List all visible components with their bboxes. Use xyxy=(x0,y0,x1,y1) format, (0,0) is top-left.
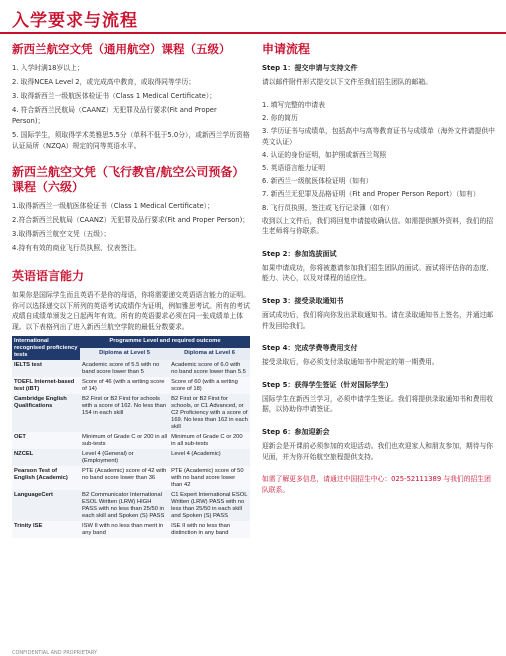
step1-item: 3. 学历证书与成绩单，包括高中与高等教育证书与成绩单（海外文件请提供中英文认证） xyxy=(262,126,495,146)
table-cell-level5: Level 4 (General) or (Employment) xyxy=(80,449,169,466)
table-sub-header-level5: Diploma at Level 5 xyxy=(80,348,169,360)
step1-item: 1. 填写完整的申请表 xyxy=(262,100,326,109)
course1-item: 1. 入学时满18岁以上； xyxy=(12,64,84,72)
course2-requirements xyxy=(12,201,250,254)
step2-title: Step 2：参加选拔面试 xyxy=(262,249,337,258)
table-cell-level5: ISW II with no less than merit in any band xyxy=(80,521,169,538)
table-cell-level5: Score of 46 (with a writing score of 14) xyxy=(80,377,169,394)
step3-text: 面试成功后，我们将向你发出录取通知书。请在录取通知书上签名，并通过邮件发回给我们。 xyxy=(262,311,494,330)
table-cell-level6: C1 Expert International ESOL Written (LRW) PASS with no less than 25/50 in each skill and Spoken (S) PASS xyxy=(169,490,250,521)
table-cell-level6: Score of 60 (with a writing score of 18) xyxy=(169,377,250,394)
table-row xyxy=(12,490,250,521)
course2-heading: 新西兰航空文凭（飞行教官/航空公司预备）课程（六级） xyxy=(12,164,245,194)
page-title: 入学要求与流程 xyxy=(12,11,138,31)
step1-intro: 请以邮件附件形式提交以下文件至我们招生团队的邮箱。 xyxy=(262,78,432,86)
english-intro: 如果你是国际学生而且英语不是你的母语，你将需要递交英语语言能力的证明。你可以选择递交以下所列的英语考试成绩作为证明，例如雅思考试。所有的考试成绩自成绩单颁发之日起两年有效。所有的英语要求必须在同一张成绩单上体现。以下表格列出了进入新西兰航空学院的最低分数要求。 xyxy=(12,291,250,331)
table-cell-level6: ISE II with no less than distinction in any band xyxy=(169,521,250,538)
application-process-heading: 申请流程 xyxy=(262,42,311,56)
table-row xyxy=(12,466,250,490)
table-cell-test: TOEFL Internet-based test (iBT) xyxy=(12,377,80,394)
contact-info: 如需了解更多信息，请通过中国招生中心：025-52111389 与我们的招生团队联系。 xyxy=(262,475,491,494)
table-group-header: Programme Level and required outcome xyxy=(80,336,250,348)
table-cell-level5: B2 Communicator International ESOL Written (LRW) HIGH PASS with no less than 25/50 in each skill and Spoken (S) PASS xyxy=(80,490,169,521)
table-row xyxy=(12,432,250,449)
step1-document-list xyxy=(262,100,496,214)
table-row xyxy=(12,521,250,538)
step1-item: 4. 认证的身份证明，如护照或新西兰驾照 xyxy=(262,150,387,159)
title-divider xyxy=(0,32,506,34)
step1-item: 8. 飞行员执照、签注或飞行记录簿（如有） xyxy=(262,203,393,212)
table-row xyxy=(12,449,250,466)
table-cell-test: Trinity ISE xyxy=(12,521,80,538)
table-cell-test: LanguageCert xyxy=(12,490,80,521)
course1-item: 5. 国际学生，须取得学术类雅思5.5分（单科不低于5.0分），或新西兰学历资格认证局所（NZQA）规定的同等英语水平。 xyxy=(12,130,250,150)
table-cell-level6: PTE (Academic) score of 50 with no band score lower than 42 xyxy=(169,466,250,490)
table-row xyxy=(12,360,250,377)
table-cell-level6: B2 First or B2 First for schools, or C1 Advanced, or C2 Proficiency with a score of 169. No less than 162 in each skill xyxy=(169,394,250,432)
right-column xyxy=(262,42,496,495)
table-cell-level6: Level 4 (Academic) xyxy=(169,449,250,466)
table-sub-header-level6: Diploma at Level 6 xyxy=(169,348,250,360)
step1-title: Step 1：提交申请与支持文件 xyxy=(262,64,358,72)
course1-item: 3. 取得新西兰一级航医体检证书（Class 1 Medical Certificate）； xyxy=(12,92,217,101)
course2-item: 3.取得新西兰航空文凭（五级）； xyxy=(12,229,111,238)
table-cell-level5: B2 First or B2 First for schools with a score of 162. No less than 154 in each skill xyxy=(80,394,169,432)
table-cell-level5: Minimum of Grade C or 200 in all sub-tests xyxy=(80,432,169,449)
course1-requirements xyxy=(12,63,250,151)
step6-title: Step 6：参加迎新会 xyxy=(262,428,330,437)
course2-item: 4.持有有效的商业飞行员执照、仪表签注。 xyxy=(12,243,141,252)
table-cell-test: Cambridge English Qualifications xyxy=(12,394,80,432)
course1-item: 2. 取得NCEA Level 2，或完成高中教育，或取得同等学历； xyxy=(12,78,196,87)
step2-text: 如果申请成功，你将被邀请参加我们招生团队的面试。面试将评估你的态度、能力、决心，以及对课程的适应性。 xyxy=(262,263,494,283)
table-cell-level6: Minimum of Grade C or 200 in all sub-tests xyxy=(169,432,250,449)
step5-title: Step 5：获得学生签证（针对国际学生） xyxy=(262,380,393,389)
step4-title: Step 4：完成学费等费用支付 xyxy=(262,344,358,353)
course2-item: 1.取得新西兰一级航医体检证书（Class 1 Medical Certificate）； xyxy=(12,201,214,210)
table-cell-level6: Academic score of 6.0 with no band score lower than 5.5 xyxy=(169,360,250,377)
table-cell-test: Pearson Test of English (Academic) xyxy=(12,466,80,490)
step6-text: 迎新会是开课前必须参加的欢迎活动。我们也欢迎家人和朋友参加，期待与你见面，并为你开始航空旅程提供支持。 xyxy=(262,442,494,461)
english-heading: 英语语言能力 xyxy=(12,269,85,284)
step1-outro: 收到以上文件后，我们将回复申请接收确认信。如需提供额外资料，我们的招生老师将与你联系。 xyxy=(262,216,494,236)
step3-title: Step 3：接受录取通知书 xyxy=(262,297,344,306)
left-column xyxy=(12,42,250,538)
table-row xyxy=(12,394,250,432)
page-footer: CONFIDENTIAL AND PROPRIETARY xyxy=(12,650,98,656)
step1-item: 6. 新西兰一级航医体检证明（如有） xyxy=(262,177,373,186)
course1-heading: 新西兰航空文凭（通用航空）课程（五级） xyxy=(12,42,231,56)
table-row xyxy=(12,377,250,394)
course2-item: 2.符合新西兰民航局（CAANZ）无犯罪及品行要求(Fit and Proper Person)； xyxy=(12,215,250,224)
table-cell-test: OET xyxy=(12,432,80,449)
step1-item: 2. 你的简历 xyxy=(262,113,298,122)
step1-item: 5. 英语语言能力证明 xyxy=(262,163,326,172)
step5-text: 国际学生在新西兰学习，必须申请学生签证。我们将提供录取通知书和费用收据，以协助你申请签证。 xyxy=(262,394,494,414)
table-cell-level5: PTE (Academic) score of 42 with no band score lower than 36 xyxy=(80,466,169,490)
table-col-test-header: International recognised proficiency tests xyxy=(12,336,80,360)
english-requirements-table xyxy=(12,336,250,538)
step1-item: 7. 新西兰无犯罪及品格证明（Fit and Proper Person Report）（如有） xyxy=(262,190,480,199)
table-cell-test: IELTS test xyxy=(12,360,80,377)
course1-item: 4. 符合新西兰民航局（CAANZ）无犯罪及品行要求(Fit and Proper Person)； xyxy=(12,106,217,125)
step4-text: 接受录取后，你必须支付录取通知书中规定的第一期费用。 xyxy=(262,358,439,367)
table-cell-test: NZCEL xyxy=(12,449,80,466)
table-cell-level5: Academic score of 5.5 with no band score lower than 5 xyxy=(80,360,169,377)
